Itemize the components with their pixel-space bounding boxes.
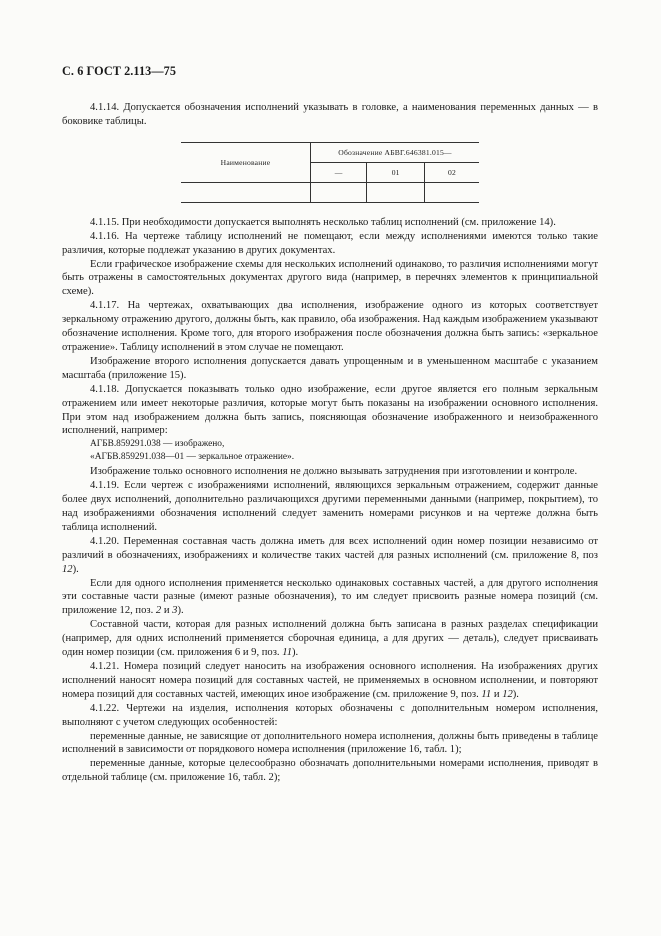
table-name-header: Наименование — [181, 142, 311, 182]
example-line: «АГБВ.859291.038—01 — зеркальное отражение». — [90, 451, 295, 462]
table-cell — [311, 182, 367, 202]
paragraph-4-1-14: 4.1.14. Допускается обозначения исполнений указывать в головке, а наименования переменных данных — в боковике таблицы. — [62, 102, 598, 127]
paragraph: 4.1.22. Чертежи на изделия, исполнения которых обозначены с дополнительным номером исполнения, выполняют с учетом следующих особенностей: — [62, 702, 598, 728]
paragraph: Если для одного исполнения применяется несколько одинаковых составных частей, а для другого исполнения эти составные части разные (имеют разные обозначения), то им следует присвоить разные номера позиций (см. приложение 12, поз. 2 и 3). — [62, 577, 598, 617]
paragraph: 4.1.18. Допускается показывать только одно изображение, если другое является его полным зеркальным отражением или имеет некоторые различия, которые могут быть показаны на изображении основного исполнения. При этом над изображением должна быть запись, поясняющая обозначение изображенного и неизображенного исполнений, например: — [62, 383, 598, 437]
paragraph: 4.1.21. Номера позиций следует наносить на изображения основного исполнения. На изображениях других исполнений наносят номера позиций для составных частей, не применяемых в основном исполнении, и повторяют номера позиций для составных частей, имеющих иное изображение (см. приложение 9, поз. 11 и 12). — [62, 661, 598, 700]
example-line: АГБВ.859291.038 — изображено, — [90, 439, 225, 450]
table-subheader: — — [311, 162, 367, 182]
document-page — [62, 64, 598, 785]
paragraph: 4.1.17. На чертежах, охватывающих два исполнения, изображение одного из которых соответствует зеркальному отражению другого, должны быть, как правило, оба изображения. Над каждым изображением указывают обозначение исполнения. Кроме того, для второго изображения после обозначения должна быть запись: «зеркальное отражение». Таблицу исполнений в этом случае не помещают. — [62, 300, 598, 353]
paragraph: 4.1.19. Если чертеж с изображениями исполнений, являющихся зеркальным отражением, содержит данные более двух исполнений, дополнительно различающихся другими переменными данными (например, покрытием), то над изображениями обозначения исполнений следует заменить номерами рисунков и на чертеже должна быть таблица исполнений. — [62, 480, 598, 533]
paragraph: 4.1.20. Переменная составная часть должна иметь для всех исполнений один номер позиции независимо от различий в обозначениях, изображениях и количестве таких частей для разных исполнений (см. приложение 8, поз 12). — [62, 535, 598, 575]
paragraph: переменные данные, которые целесообразно обозначать дополнительными номерами исполнения, приводят в отдельной таблице (см. приложение 16, табл. 2); — [62, 758, 598, 784]
table-cell — [181, 182, 311, 202]
table-designation-header: Обозначение АБВГ.646381.015— — [311, 142, 480, 162]
paragraph: Изображение второго исполнения допускается давать упрощенным и в уменьшенном масштабе с указанием масштаба (приложение 15). — [62, 355, 598, 381]
table-subheader: 01 — [367, 162, 425, 182]
paragraph: переменные данные, не зависящие от дополнительного номера исполнения, должны быть приведены в таблице исполнений в зависимости от порядкового номера исполнения (приложение 16, табл. 1); — [62, 730, 598, 756]
paragraph: 4.1.16. На чертеже таблицу исполнений не помещают, если между исполнениями имеются только такие различия, которые подлежат указанию в других документах. — [62, 230, 598, 256]
paragraph: Изображение только основного исполнения не должно вызывать затруднения при изготовлении и контроле. — [90, 466, 578, 478]
table-cell — [425, 182, 479, 202]
table-subheader: 02 — [425, 162, 479, 182]
table-cell — [367, 182, 425, 202]
paragraph: Если графическое изображение схемы для нескольких исполнений одинаково, то различия исполнениями могут быть отражены в самостоятельных документах другого вида (например, в перечнях элементов к принципиальной схеме). — [62, 258, 598, 298]
executions-table — [181, 142, 479, 203]
paragraph: 4.1.15. При необходимости допускается выполнять несколько таблиц исполнений (см. приложение 14). — [90, 216, 556, 228]
page-header: С. 6 ГОСТ 2.113—75 — [62, 64, 177, 78]
executions-table-wrap — [181, 142, 479, 203]
paragraph: Составной части, которая для разных исполнений должна быть записана в разных разделах спецификации (например, для одних исполнений применяется сборочная единица, а для других — деталь), следует присваивать один номер позиции (см. приложения 6 и 9, поз. 11). — [62, 619, 598, 659]
